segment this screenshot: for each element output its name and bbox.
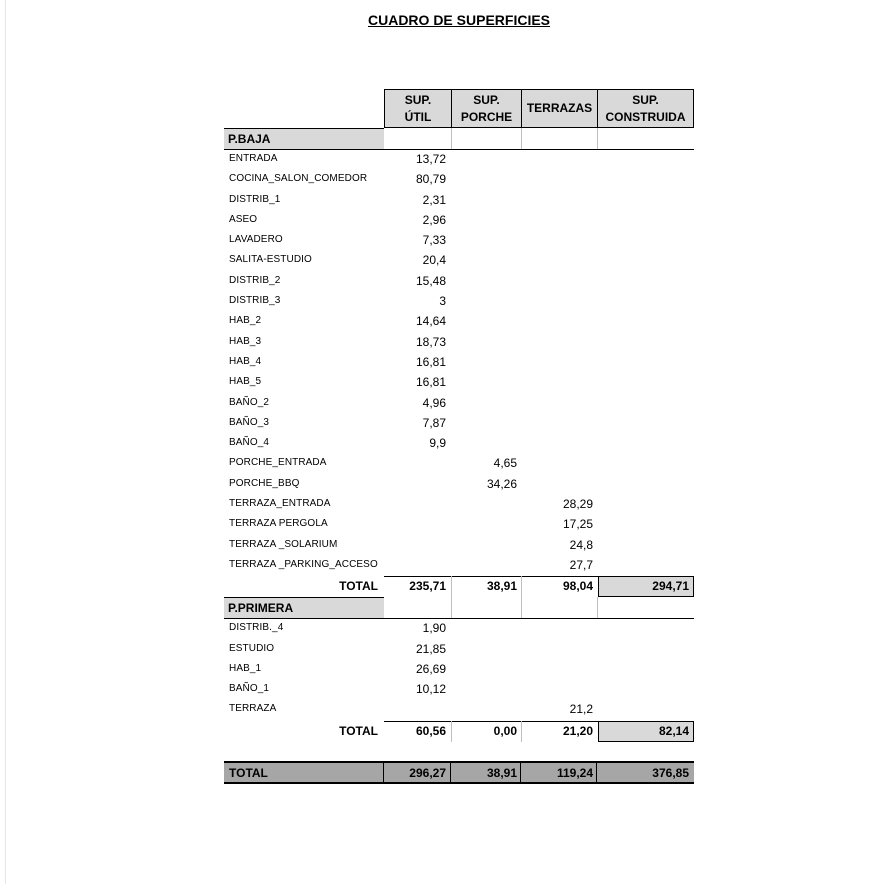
table-row [224,495,694,515]
total-util: 60,56 [415,723,446,738]
room-name: PORCHE_BBQ [229,477,300,489]
section-label: P.BAJA [224,128,384,150]
room-name: PORCHE_ENTRADA [229,457,327,469]
cell-util: 7,87 [422,415,446,430]
table-row [224,660,694,680]
table-header [224,89,694,128]
room-name: HAB_2 [229,315,262,327]
table-row [224,434,694,454]
table-row [224,556,694,576]
room-name: HAB_1 [229,662,262,674]
surface-table [224,89,694,780]
room-name: TERRAZA [229,703,277,715]
page-edge [5,0,6,884]
table-row [224,414,694,434]
table-row [224,536,694,556]
total-construida: 294,71 [652,579,689,594]
grand-total-porche: 38,91 [486,766,517,780]
room-name: TERRAZA _SOLARIUM [229,538,338,550]
room-name: DISTRIB_3 [229,295,281,307]
cell-util: 16,81 [415,375,446,390]
room-name: TERRAZA PERGOLA [229,518,328,530]
table-row [224,619,694,639]
room-name: BAÑO_4 [229,437,270,449]
total-porche: 0,00 [493,723,517,738]
room-name: BAÑO_1 [229,683,270,695]
cell-terrazas: 27,7 [569,557,593,572]
table-row [224,515,694,535]
cell-util: 7,33 [422,233,446,248]
room-name: TERRAZA_ENTRADA [229,498,331,510]
cell-util: 26,69 [415,661,446,676]
total-construida: 82,14 [658,723,689,738]
total-label: TOTAL [339,579,378,594]
room-name: ENTRADA [229,153,278,164]
table-row [224,353,694,373]
room-name: HAB_4 [229,355,262,367]
section-header [224,597,694,619]
page-title: CUADRO DE SUPERFICIES [367,12,551,28]
table-row [224,231,694,251]
room-name: BAÑO_2 [229,396,270,408]
table-row [224,680,694,700]
grand-total-label: TOTAL [229,766,268,780]
cell-util: 4,96 [422,395,446,410]
table-row [224,170,694,190]
cell-terrazas: 24,8 [569,537,593,552]
cell-util: 9,9 [429,436,446,451]
cell-util: 1,90 [422,621,446,636]
total-porche: 38,91 [486,579,517,594]
room-name: DISTRIB_1 [229,193,281,205]
grand-total-construida: 376,85 [652,766,689,780]
table-row [224,475,694,495]
table-row [224,292,694,312]
cell-util: 2,31 [422,192,446,207]
cell-terrazas: 21,2 [569,702,593,717]
room-name: ESTUDIO [229,642,275,654]
table-row [224,373,694,393]
table-row [224,394,694,414]
table-row [224,640,694,660]
room-name: HAB_3 [229,335,262,347]
cell-util: 20,4 [422,253,446,268]
cell-util: 80,79 [415,172,446,187]
cell-util: 10,12 [415,682,446,697]
room-name: DISTRIB._4 [229,622,284,634]
table-row [224,454,694,474]
section-p-primera [224,597,694,741]
grand-total-row [224,761,694,784]
cell-util: 15,48 [415,273,446,288]
cell-util: 13,72 [415,152,446,166]
total-label: TOTAL [339,723,378,738]
cell-util: 14,64 [415,314,446,329]
table-row [224,272,694,292]
col-header-sup-porche: SUP. PORCHE [452,89,522,128]
cell-util: 21,85 [415,641,446,656]
room-name: SALITA-ESTUDIO [229,254,312,266]
table-row [224,312,694,332]
cell-terrazas: 17,25 [562,517,593,532]
table-row [224,191,694,211]
cell-util: 18,73 [415,334,446,349]
table-row [224,251,694,271]
cell-porche: 4,65 [493,456,517,471]
total-terrazas: 98,04 [562,579,593,594]
table-row [224,333,694,353]
room-name: DISTRIB_2 [229,274,281,286]
room-name: HAB_5 [229,376,262,388]
section-header [224,128,694,150]
room-name: BAÑO_3 [229,416,270,428]
table-row [224,150,694,170]
cell-util: 16,81 [415,354,446,369]
section-total-row [224,721,694,742]
table-row [224,211,694,231]
grand-total-util: 296,27 [409,766,446,780]
cell-terrazas: 28,29 [562,497,593,512]
room-name: COCINA_SALON_COMEDOR [229,173,368,185]
grand-total-terrazas: 119,24 [556,766,593,780]
table-row [224,700,694,720]
section-total-row [224,576,694,597]
section-label: P.PRIMERA [224,597,384,619]
room-name: ASEO [229,213,258,225]
room-name: TERRAZA _PARKING_ACCESO [229,558,378,570]
cell-porche: 34,26 [486,476,517,491]
cell-util: 3 [439,294,446,309]
col-header-terrazas: TERRAZAS [522,89,598,128]
total-terrazas: 21,20 [562,723,593,738]
room-name: LAVADERO [229,234,283,246]
cell-util: 2,96 [422,212,446,227]
col-header-sup-util: SUP. ÚTIL [384,89,452,128]
col-header-sup-construida: SUP. CONSTRUIDA [598,89,694,128]
section-p-baja [224,128,694,597]
total-util: 235,71 [409,579,446,594]
